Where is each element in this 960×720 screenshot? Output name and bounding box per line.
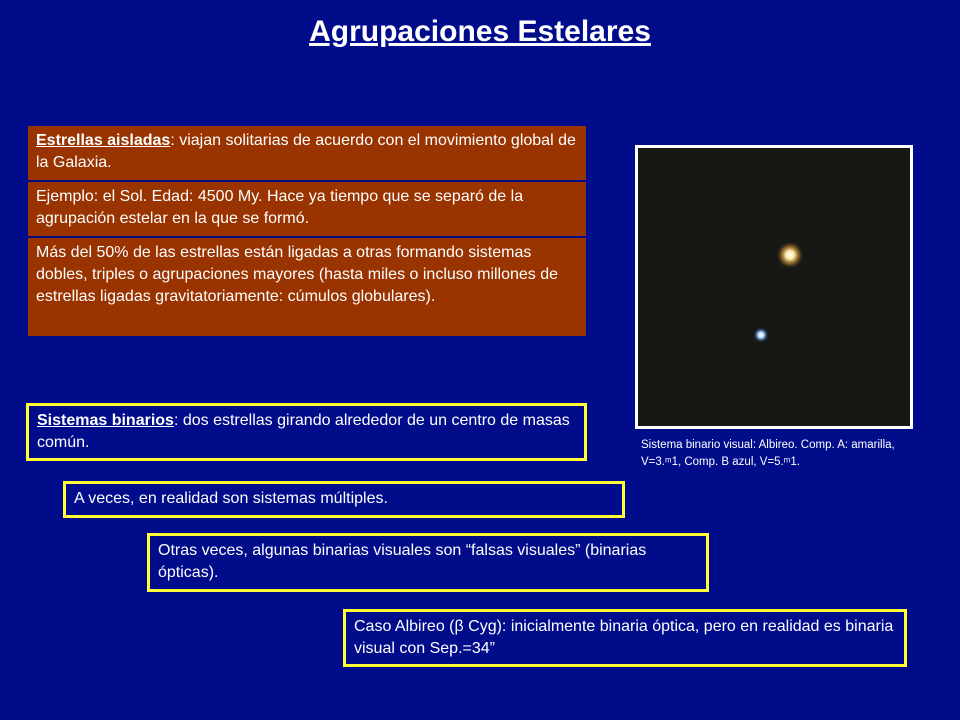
albireo-box <box>343 609 907 667</box>
slide-title: Agrupaciones Estelares <box>309 15 651 48</box>
star-a <box>776 241 804 269</box>
isolated-stars-text: : viajan solitarias de acuerdo con el movimiento global de la Galaxia. <box>36 132 576 171</box>
majority-text: Más del 50% de las estrellas están ligadas a otras formando sistemas dobles, triples o agrupaciones mayores (hasta miles o incluso millones de estrellas ligadas gravitatoriamente: cúmulos globulares). <box>36 244 559 305</box>
binaries-term: Sistemas binarios <box>37 412 174 429</box>
majority-box <box>28 238 586 336</box>
star-b <box>753 327 769 343</box>
albireo-text: Caso Albireo (β Cyg): inicialmente binaria óptica, pero en realidad es binaria visual con Sep.=34” <box>354 618 894 657</box>
isolated-stars-term: Estrellas aisladas <box>36 132 171 149</box>
sun-example-box <box>28 182 586 236</box>
binaries-box <box>26 403 587 461</box>
binaries-text: : dos estrellas girando alrededor de un centro de masas común. <box>37 412 570 451</box>
sun-example-text: Ejemplo: el Sol. Edad: 4500 My. Hace ya tiempo que se separó de la agrupación estelar en la que se formó. <box>36 188 524 227</box>
multiple-systems-box <box>63 481 625 518</box>
isolated-stars-box <box>28 126 586 180</box>
albireo-star-image <box>638 148 910 426</box>
false-visual-text: Otras veces, algunas binarias visuales son “falsas visuales” (binarias ópticas). <box>158 542 647 581</box>
false-visual-box <box>147 533 709 592</box>
multiple-systems-text: A veces, en realidad son sistemas múltiples. <box>74 490 388 507</box>
photo-caption: Sistema binario visual: Albireo. Comp. A: amarilla, V=3.ᵐ1, Comp. B azul, V=5.ᵐ1. <box>641 439 895 468</box>
albireo-photo <box>635 145 913 429</box>
